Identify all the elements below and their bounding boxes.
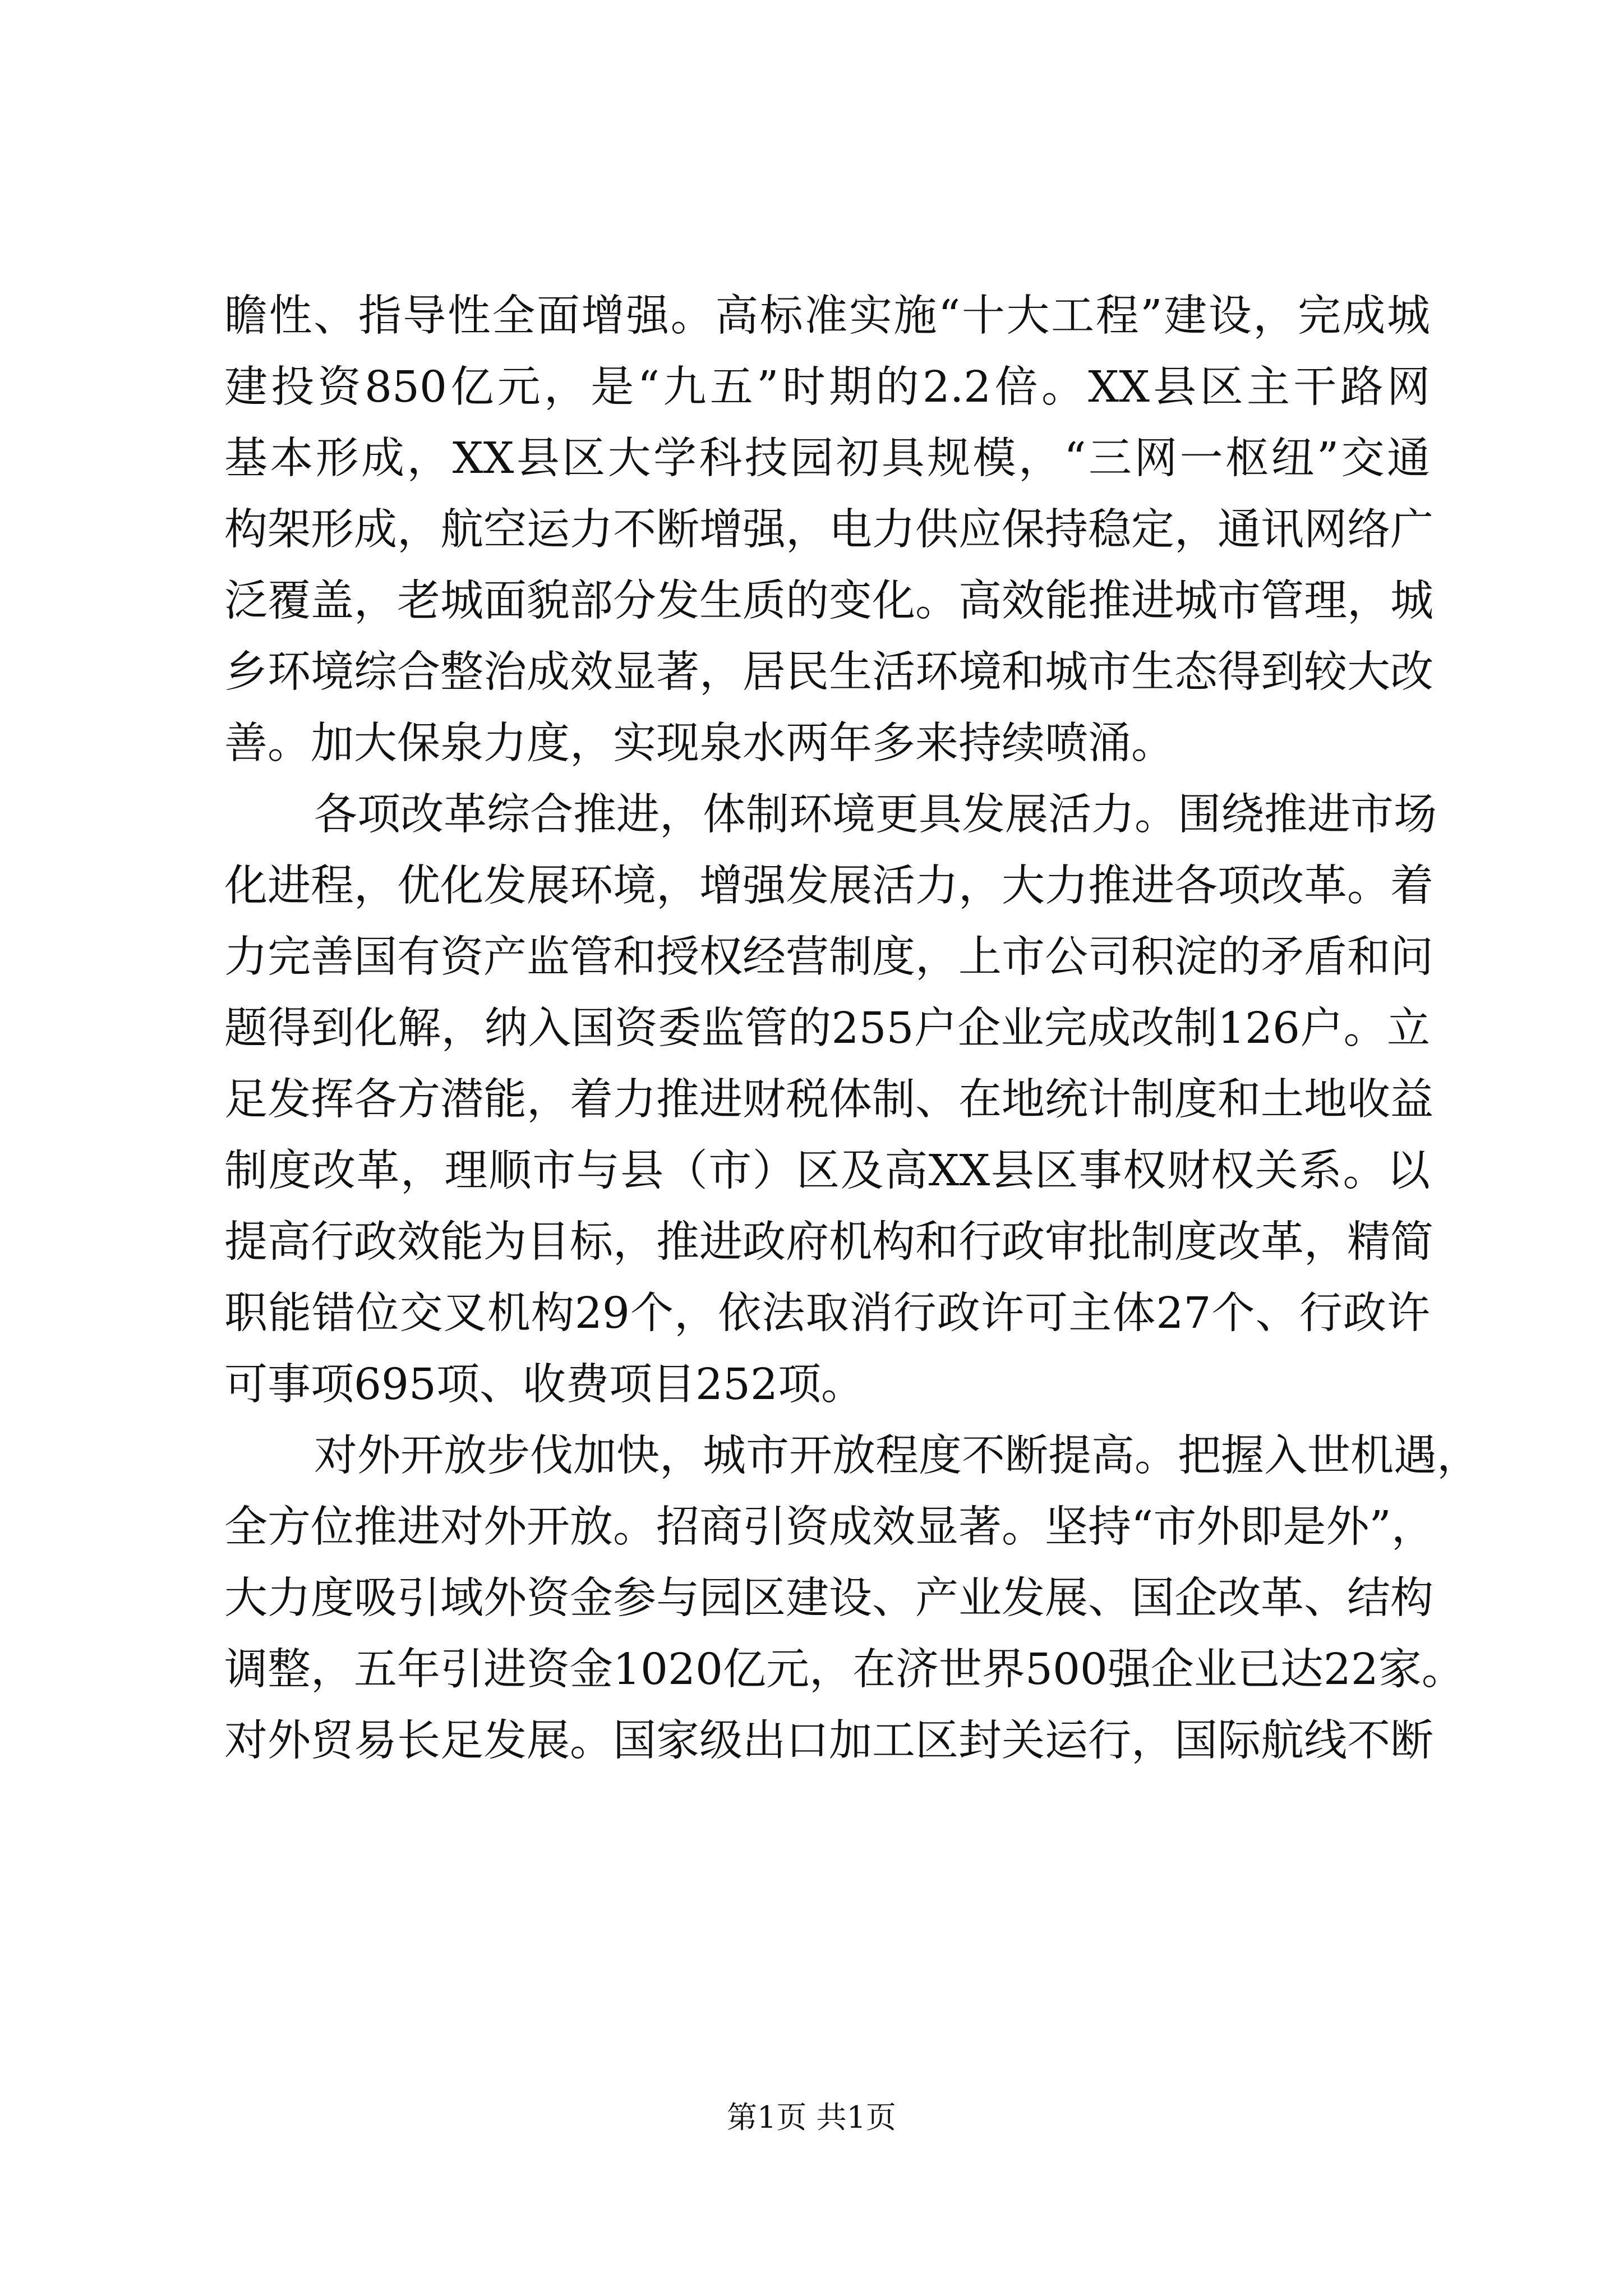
text-line: 全方位推进对外开放。招商引资成效显著。坚持“市外即是外”， bbox=[224, 1502, 1435, 1552]
paragraph-start-line: 各项改革综合推进，体制环境更具发展活力。围绕推进市场 bbox=[314, 790, 1437, 840]
text-line: 提高行政效能为目标，推进政府机构和行政审批制度改革，精简 bbox=[224, 1217, 1433, 1267]
text-line: 足发挥各方潜能，着力推进财税体制、在地统计制度和土地收益 bbox=[224, 1075, 1433, 1125]
text-line: 职能错位交叉机构29个，依法取消行政许可主体27个、行政许 bbox=[224, 1289, 1430, 1338]
text-line: 大力度吸引域外资金参与园区建设、产业发展、国企改革、结构 bbox=[224, 1573, 1433, 1623]
paragraph-start-line: 对外开放步伐加快，城市开放程度不断提高。把握入世机遇， bbox=[314, 1431, 1480, 1481]
text-line: 瞻性、指导性全面增强。高标准实施“十大工程”建设，完成城 bbox=[224, 291, 1430, 341]
text-line: 力完善国有资产监管和授权经营制度，上市公司积淀的矛盾和问 bbox=[224, 932, 1433, 982]
text-line: 基本形成，XX县区大学科技园初具规模，“三网一枢纽”交通 bbox=[224, 434, 1430, 484]
text-line: 构架形成，航空运力不断增强，电力供应保持稳定，通讯网络广 bbox=[224, 505, 1433, 555]
text-line: 建投资850亿元，是“九五”时期的2.2倍。XX县区主干路网 bbox=[224, 362, 1430, 412]
text-line: 调整，五年引进资金1020亿元，在济世界500强企业已达22家。 bbox=[224, 1645, 1465, 1695]
text-line: 乡环境综合整治成效显著，居民生活环境和城市生态得到较大改 bbox=[224, 647, 1433, 697]
text-line: 对外贸易长足发展。国家级出口加工区封关运行，国际航线不断 bbox=[224, 1716, 1433, 1766]
text-line: 题得到化解，纳入国资委监管的255户企业完成改制126户。立 bbox=[224, 1004, 1430, 1053]
text-line: 化进程，优化发展环境，增强发展活力，大力推进各项改革。着 bbox=[224, 861, 1433, 911]
text-line: 制度改革，理顺市与县（市）区及高XX县区事权财权关系。以 bbox=[224, 1146, 1430, 1196]
document-body bbox=[224, 280, 1480, 1777]
text-line: 泛覆盖，老城面貌部分发生质的变化。高效能推进城市管理，城 bbox=[224, 576, 1433, 626]
page-footer: 第1页 共1页 bbox=[727, 2100, 896, 2135]
text-line: 善。加大保泉力度，实现泉水两年多来持续喷涌。 bbox=[224, 719, 1174, 769]
text-line: 可事项695项、收费项目252项。 bbox=[224, 1360, 864, 1410]
